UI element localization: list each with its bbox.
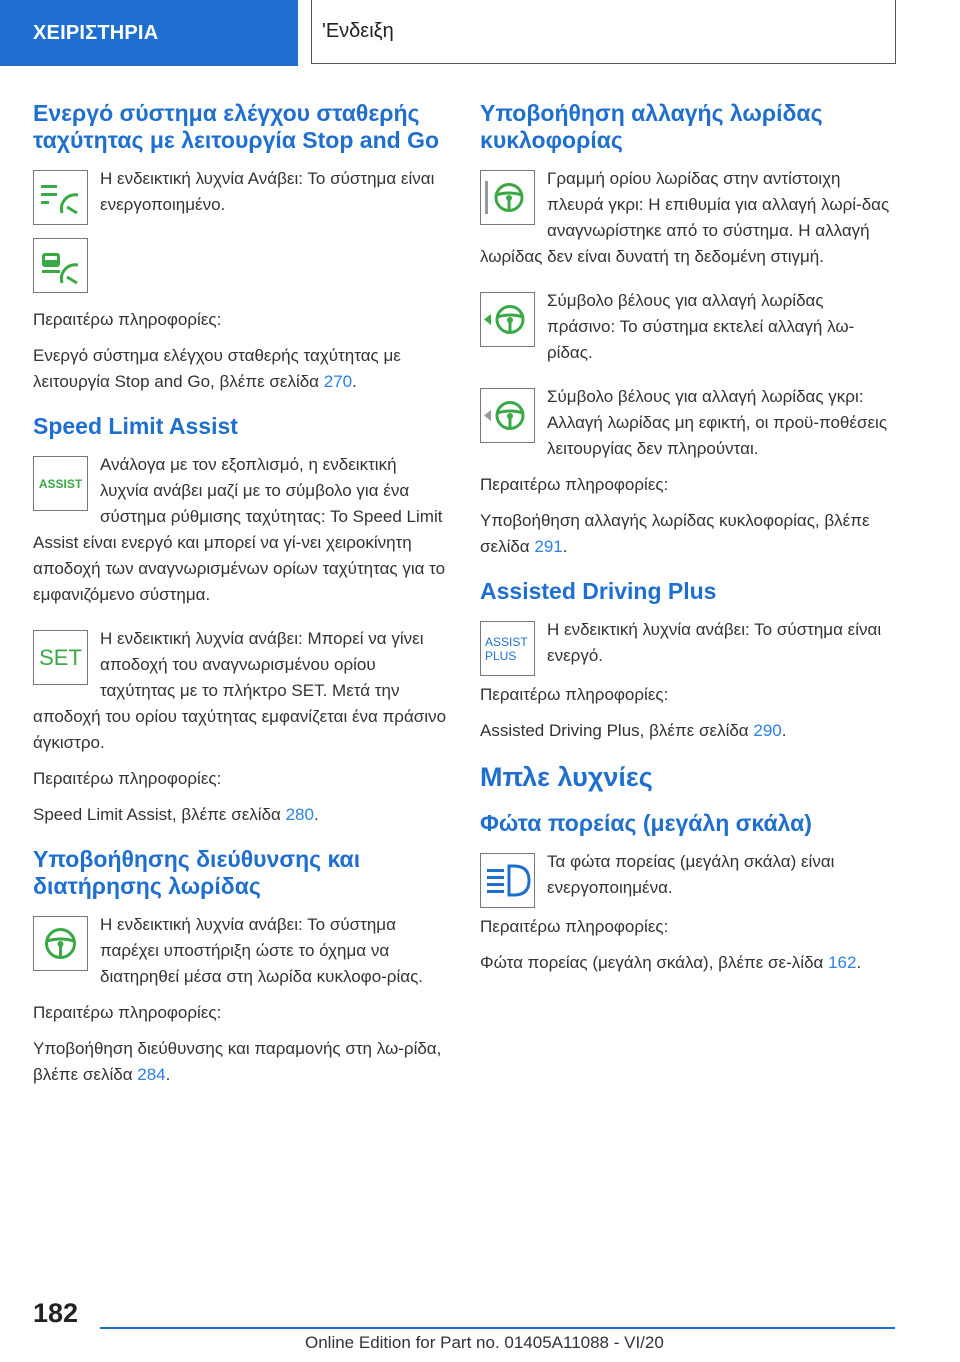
section-tab — [0, 0, 298, 66]
acc-ref-page-link[interactable]: 270 — [323, 372, 353, 391]
assist-plus-icon-line2: PLUS — [485, 648, 517, 663]
steering-wheel-green-arrow-icon — [481, 293, 534, 346]
sla-ref — [33, 802, 448, 828]
steer-more-label: Περαιτέρω πληροφορίες: — [33, 1003, 222, 1022]
adp-title: Assisted Driving Plus — [480, 578, 717, 604]
set-icon — [33, 630, 88, 685]
right-column — [480, 100, 895, 986]
lane-change-gray-line-icon — [480, 170, 535, 225]
acc-ref — [33, 343, 448, 395]
lane-change-ref-page-link[interactable]: 291 — [534, 537, 563, 556]
adp-more-label: Περαιτέρω πληροφορίες: — [480, 685, 669, 704]
steer-ref — [33, 1036, 448, 1088]
high-beam-ref-end: . — [856, 953, 862, 972]
lane-change-desc2: Σύμβολο βέλους για αλλαγή λωρίδας πράσινο: Το σύστημα εκτελεί αλλαγή λω-ρίδας. — [547, 291, 855, 362]
acc-desc: Η ενδεικτική λυχνία Ανάβει: Το σύστημα είναι ενεργοποιημένο. — [100, 169, 435, 214]
sla-ref-page-link[interactable]: 280 — [285, 805, 314, 824]
lane-change-title: Υποβοήθηση αλλαγής λωρίδας κυκλοφορίας — [480, 100, 823, 153]
blue-lights-heading: Μπλε λυχνίες — [480, 762, 653, 792]
lane-change-gray-arrow-icon — [480, 388, 535, 443]
adp-ref-text: Assisted Driving Plus, βλέπε σελίδα — [480, 721, 754, 740]
lane-change-ref-text: Υποβοήθηση αλλαγής λωρίδας κυκλοφορίας, βλέπε σελίδα — [480, 511, 870, 556]
lane-change-ref-end: . — [562, 537, 568, 556]
assist-plus-icon — [480, 621, 535, 676]
sla-set-desc: Η ενδεικτική λυχνία ανάβει: Μπορεί να γίνει αποδοχή του αναγνωρισμένου ορίου ταχύτητας με το πλήκτρο SET. Μετά την αποδοχή του ορίου ταχύτητας εμφανίζεται ένα πράσινο άγκιστρο. — [33, 629, 447, 752]
high-beam-ref — [480, 950, 895, 976]
adp-desc: Η ενδεικτική λυχνία ανάβει: Το σύστημα είναι ενεργό. — [547, 620, 882, 665]
acc-car-icon — [33, 238, 88, 293]
acc-ref-end: . — [352, 372, 357, 391]
section-title: ΧΕΙΡΙΣΤΗΡΙΑ — [33, 21, 159, 44]
steering-wheel-gray-arrow-icon — [481, 389, 534, 442]
acc-icon — [33, 170, 88, 225]
steer-ref-text: Υποβοήθηση διεύθυνσης και παραμονής στη λω-ρίδα, βλέπε σελίδα — [33, 1039, 442, 1084]
high-beam-ref-page-link[interactable]: 162 — [828, 953, 857, 972]
acc-more-label: Περαιτέρω πληροφορίες: — [33, 310, 222, 329]
steer-desc: Η ενδεικτική λυχνία ανάβει: Το σύστημα παρέχει υποστήριξη ώστε το όχημα να διατηρηθεί μέσα στη λωρίδα κυκλοφο-ρίας. — [100, 915, 423, 986]
steering-icon — [33, 916, 88, 971]
high-beam-more-label: Περαιτέρω πληροφορίες: — [480, 917, 669, 936]
sla-desc: Ανάλογα με τον εξοπλισμό, η ενδεικτική λυχνία ανάβει μαζί με το σύμβολο για ένα σύστημα ρύθμισης ταχύτητας: Το Speed Limit Assist είναι ενεργό και μπορεί να γί-νει χειροκίνητη αποδοχή των αναγνωρισμένων ορίων ταχύτητας για το εμφανιζόμενο σύστημα. — [33, 455, 446, 604]
adp-ref-page-link[interactable]: 290 — [753, 721, 782, 740]
set-icon-label: SET — [39, 644, 82, 670]
cruise-control-icon — [34, 171, 87, 224]
high-beam-icon — [481, 854, 534, 907]
high-beam-title: Φώτα πορείας (μεγάλη σκάλα) — [480, 810, 812, 836]
assist-icon-label: ASSIST — [38, 476, 83, 491]
cruise-control-car-icon — [34, 239, 87, 292]
subsection-tab — [311, 0, 896, 64]
assist-icon — [33, 456, 88, 511]
acc-ref-text: Ενεργό σύστημα ελέγχου σταθερής ταχύτητας με λειτουργία Stop and Go, βλέπε σελίδα — [33, 346, 401, 391]
high-beam-desc: Τα φώτα πορείας (μεγάλη σκάλα) είναι ενεργοποιημένα. — [547, 852, 835, 897]
steer-ref-page-link[interactable]: 284 — [137, 1065, 166, 1084]
steering-wheel-icon — [34, 917, 87, 970]
steering-wheel-gray-line-icon — [481, 171, 534, 224]
sla-more-label: Περαιτέρω πληροφορίες: — [33, 769, 222, 788]
lane-change-desc3: Σύμβολο βέλους για αλλαγή λωρίδας γκρι: Αλλαγή λωρίδας μη εφικτή, οι προϋ-ποθέσεις λειτουργίας δεν πληρούνται. — [547, 387, 888, 458]
steer-ref-end: . — [165, 1065, 171, 1084]
steer-title: Υποβοήθησης διεύθυνσης και διατήρησης λωρίδας — [33, 846, 361, 899]
high-beam-ref-text: Φώτα πορείας (μεγάλη σκάλα), βλέπε σε-λίδα — [480, 953, 829, 972]
sla-ref-text: Speed Limit Assist, βλέπε σελίδα — [33, 805, 286, 824]
left-column — [33, 100, 448, 1098]
lane-change-desc1: Γραμμή ορίου λωρίδας στην αντίστοιχη πλευρά γκρι: Η επιθυμία για αλλαγή λωρί-δας αναγνωρίστηκε από το σύστημα. Η αλλαγή λωρίδας δεν είναι δυνατή τη δεδομένη στιγμή. — [480, 169, 890, 266]
page-number: 182 — [33, 1298, 79, 1328]
edition-text: Online Edition for Part no. 01405A11088 - VI/20 — [305, 1333, 664, 1352]
sla-title: Speed Limit Assist — [33, 413, 238, 439]
adp-ref-end: . — [781, 721, 787, 740]
sla-ref-end: . — [313, 805, 319, 824]
assist-plus-icon-line1: ASSIST — [485, 634, 528, 649]
acc-title: Ενεργό σύστημα ελέγχου σταθερής ταχύτητας με λειτουργία Stop and Go — [33, 100, 440, 153]
subsection-title: 'Ενδειξη — [322, 20, 394, 42]
lane-change-more-label: Περαιτέρω πληροφορίες: — [480, 475, 669, 494]
lane-change-green-arrow-icon — [480, 292, 535, 347]
lane-change-ref — [480, 508, 895, 560]
high-beam-icon-box — [480, 853, 535, 908]
adp-ref — [480, 718, 895, 744]
footer-divider — [100, 1327, 895, 1329]
